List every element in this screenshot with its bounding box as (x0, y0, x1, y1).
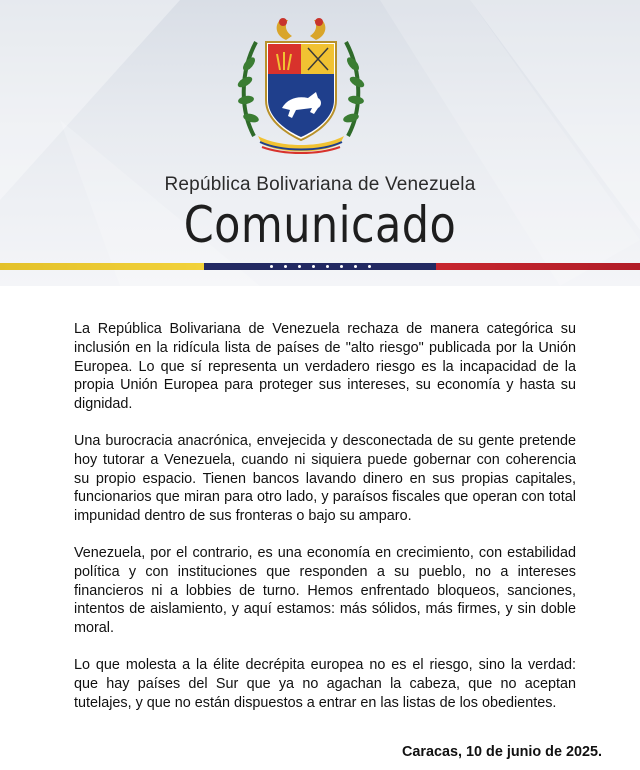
star-icon (368, 265, 371, 268)
star-icon (354, 265, 357, 268)
letterhead (0, 0, 640, 286)
flag-stripe (0, 263, 640, 270)
star-icon (340, 265, 343, 268)
place-and-date: Caracas, 10 de junio de 2025. (402, 744, 602, 760)
star-icon (284, 265, 287, 268)
stars-row (204, 263, 436, 270)
star-icon (298, 265, 301, 268)
paragraph: Lo que molesta a la élite decrépita europea no es el riesgo, sino la verdad: que hay países del Sur que ya no agachan la cabeza, que no aceptan tutelajes, y que no están dispuestos a entrar en las listas de los obedientes. (74, 656, 576, 711)
paragraph: La República Bolivariana de Venezuela rechaza de manera categórica su inclusión en la ridícula lista de países de "alto riesgo" publicada por la Unión Europea. Lo que sí representa un verdadero riesgo es la incapacidad de la propia Unión Europea para proteger sus intereses, su economía y hasta su dignidad. (74, 321, 576, 413)
star-icon (326, 265, 329, 268)
paragraph: Venezuela, por el contrario, es una economía en crecimiento, con estabilidad política y con instituciones que responden a su pueblo, no a intereses financieros ni a lobbies de turno. Hemos enfrentado bloqueos, sanciones, intentos de aislamiento, y aquí estamos: más sólidos, más firmes, y sin doble moral. (74, 544, 576, 637)
paragraph: Una burocracia anacrónica, envejecida y desconectada de su gente pretende hoy tutorar a Venezuela, cuando ni siquiera puede gobernar con coherencia su propio espacio. Tienen bancos lavando dinero en sus propias capitales, funcionarios que miran para otro lado, y paraísos fiscales que operan con total impunidad dentro de sus fronteras o bajo su amparo. (74, 432, 576, 525)
statement-body (74, 320, 576, 730)
page-title: Comunicado (183, 196, 457, 254)
flag-stripe-blue (204, 263, 436, 270)
flag-stripe-red (436, 263, 640, 270)
flag-stripe-yellow (0, 263, 204, 270)
star-icon (312, 265, 315, 268)
coat-of-arms-icon (236, 14, 366, 154)
star-icon (270, 265, 273, 268)
republic-name: República Bolivariana de Venezuela (164, 174, 476, 195)
